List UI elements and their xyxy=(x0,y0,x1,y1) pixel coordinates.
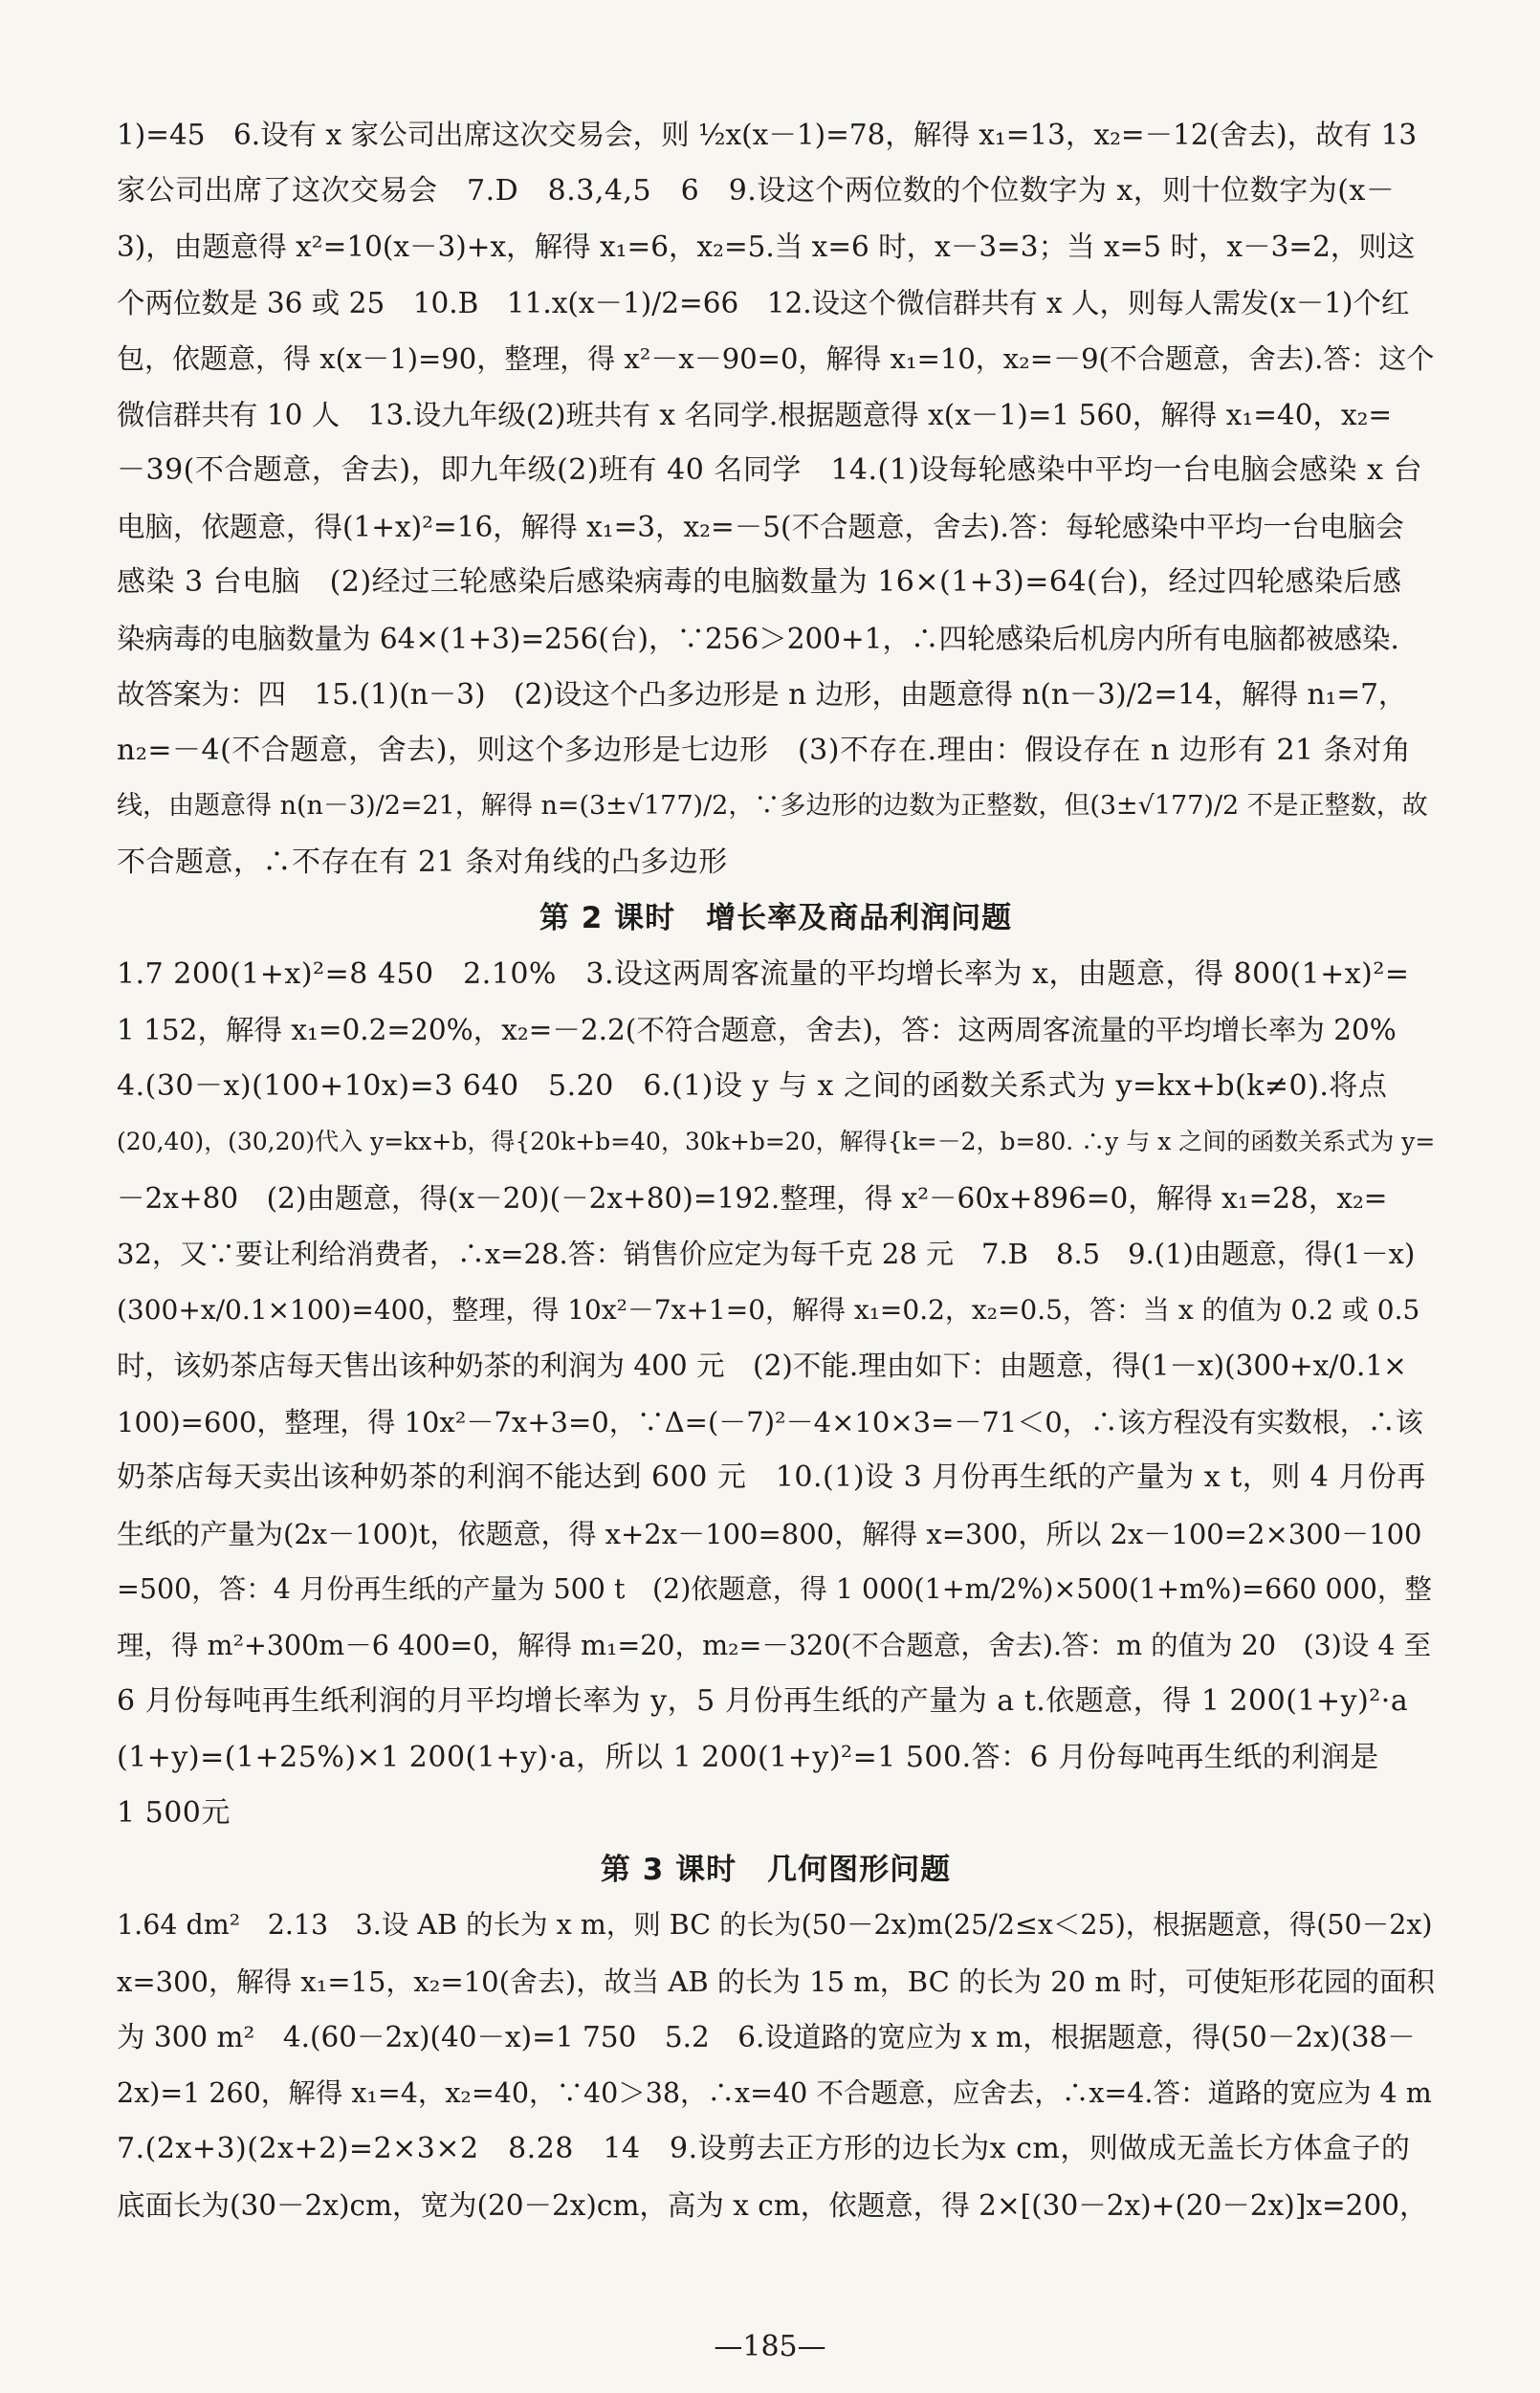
answer-block-3 xyxy=(117,1898,1435,2233)
text-line: n₂=－4(不合题意，舍去)，则这个多边形是七边形 (3)不存在.理由：假设存在 n 边形有 21 条对角 xyxy=(117,733,1412,767)
text-line: 不合题意，∴不存在有 21 条对角线的凸多边形 xyxy=(117,845,728,879)
text-line: 1 152，解得 x₁=0.2=20%，x₂=－2.2(不符合题意，舍去)，答：这两周客流量的平均增长率为 20% xyxy=(117,1014,1397,1046)
text-line: 家公司出席了这次交易会 7.D 8.3,4,5 6 9.设这个两位数的个位数字为 x，则十位数字为(x－ xyxy=(117,173,1396,208)
text-line: 包，依题意，得 x(x－1)=90，整理，得 x²－x－90=0，解得 x₁=10，x₂=－9(不合题意，舍去).答：这个 xyxy=(117,342,1435,375)
text-line: 故答案为：四 15.(1)(n－3) (2)设这个凸多边形是 n 边形，由题意得 n(n－3)/2=14，解得 n₁=7， xyxy=(117,678,1407,711)
text-line: －39(不合题意，舍去)，即九年级(2)班有 40 名同学 14.(1)设每轮感染中平均一台电脑会感染 x 台 xyxy=(117,453,1423,487)
text-line: 微信群共有 10 人 13.设九年级(2)班共有 x 名同学.根据题意得 x(x－1)=1 560，解得 x₁=40，x₂= xyxy=(117,398,1393,431)
text-line: 时，该奶茶店每天售出该种奶茶的利润为 400 元 (2)不能.理由如下：由题意，得(1－x)(300+x/0.1× xyxy=(117,1350,1407,1382)
text-line: 线，由题意得 n(n－3)/2=21，解得 n=(3±√177)/2，∵多边形的边数为正整数，但(3±√177)/2 不是正整数，故 xyxy=(117,791,1428,821)
text-line: 100)=600，整理，得 10x²－7x+3=0，∵Δ=(－7)²－4×10×3=－71＜0，∴该方程没有实数根，∴该 xyxy=(117,1405,1423,1438)
text-line: 1.64 dm² 2.13 3.设 AB 的长为 x m，则 BC 的长为(50－2x)m(25/2≤x＜25)，根据题意，得(50－2x) xyxy=(117,1909,1433,1941)
section-heading-lesson-3: 第 3 课时 几何图形问题 xyxy=(600,1852,952,1887)
text-line: 感染 3 台电脑 (2)经过三轮感染后感染病毒的电脑数量为 16×(1+3)=64(台)，经过四轮感染后感 xyxy=(117,565,1402,599)
answer-block-2 xyxy=(117,947,1435,1842)
text-line: 32，又∵要让利给消费者，∴x=28.答：销售价应定为每千克 28 元 7.B 8.5 9.(1)由题意，得(1－x) xyxy=(117,1238,1416,1270)
section-heading-lesson-2: 第 2 课时 增长率及商品利润问题 xyxy=(539,901,1013,935)
text-line: x=300，解得 x₁=15，x₂=10(舍去)，故当 AB 的长为 15 m，BC 的长为 20 m 时，可使矩形花园的面积 xyxy=(117,1965,1435,1998)
text-line: 3)，由题意得 x²=10(x－3)+x，解得 x₁=6，x₂=5.当 x=6 时，x－3=3；当 x=5 时，x－3=2，则这 xyxy=(117,231,1416,263)
text-line: (20,40)，(30,20)代入 y=kx+b，得{20k+b=40，30k+b=20，解得{k=－2，b=80. ∴y 与 x 之间的函数关系式为 y= xyxy=(117,1128,1435,1155)
page-number: —185— xyxy=(714,2330,826,2363)
text-line: (1+y)=(1+25%)×1 200(1+y)·a，所以 1 200(1+y)²=1 500.答：6 月份每吨再生纸的利润是 xyxy=(117,1740,1379,1774)
text-line: 2x)=1 260，解得 x₁=4，x₂=40，∵40＞38，∴x=40 不合题意，应舍去，∴x=4.答：道路的宽应为 4 m xyxy=(117,2076,1432,2109)
text-line: =500，答：4 月份再生纸的产量为 500 t (2)依题意，得 1 000(1+m/2%)×500(1+m%)=660 000，整 xyxy=(117,1573,1432,1605)
text-line: 1 500元 xyxy=(117,1796,231,1830)
text-line: 奶茶店每天卖出该种奶茶的利润不能达到 600 元 10.(1)设 3 月份再生纸的产量为 x t，则 4 月份再 xyxy=(117,1460,1426,1494)
text-line: 生纸的产量为(2x－100)t，依题意，得 x+2x－100=800，解得 x=300，所以 2x－100=2×300－100 xyxy=(117,1517,1422,1550)
text-line: －2x+80 (2)由题意，得(x－20)(－2x+80)=192.整理，得 x²－60x+896=0，解得 x₁=28，x₂= xyxy=(117,1181,1388,1215)
text-line: 底面长为(30－2x)cm，宽为(20－2x)cm，高为 x cm，依题意，得 2×[(30－2x)+(20－2x)]x=200， xyxy=(117,2188,1428,2222)
text-line: 1.7 200(1+x)²=8 450 2.10% 3.设这两周客流量的平均增长率为 x，由题意，得 800(1+x)²= xyxy=(117,956,1410,991)
text-line: 电脑，依题意，得(1+x)²=16，解得 x₁=3，x₂=－5(不合题意，舍去).答：每轮感染中平均一台电脑会 xyxy=(117,510,1404,543)
answer-block-1 xyxy=(117,107,1435,890)
text-line: 为 300 m² 4.(60－2x)(40－x)=1 750 5.2 6.设道路的宽应为 x m，根据题意，得(50－2x)(38－ xyxy=(117,2021,1416,2053)
text-line: 7.(2x+3)(2x+2)=2×3×2 8.28 14 9.设剪去正方形的边长为x cm，则做成无盖长方体盒子的 xyxy=(117,2132,1411,2165)
text-line: 个两位数是 36 或 25 10.B 11.x(x－1)/2=66 12.设这个微信群共有 x 人，则每人需发(x－1)个红 xyxy=(117,286,1410,319)
text-line: 6 月份每吨再生纸利润的月平均增长率为 y，5 月份再生纸的产量为 a t.依题意，得 1 200(1+y)²·a xyxy=(117,1684,1409,1718)
text-line: (300+x/0.1×100)=400，整理，得 10x²－7x+1=0，解得 x₁=0.2，x₂=0.5，答：当 x 的值为 0.2 或 0.5 xyxy=(117,1293,1420,1326)
text-line: 理，得 m²+300m－6 400=0，解得 m₁=20，m₂=－320(不合题意，舍去).答：m 的值为 20 (3)设 4 至 xyxy=(117,1629,1432,1661)
text-line: 4.(30－x)(100+10x)=3 640 5.20 6.(1)设 y 与 x 之间的函数关系式为 y=kx+b(k≠0).将点 xyxy=(117,1068,1388,1103)
text-line: 1)=45 6.设有 x 家公司出席这次交易会，则 ½x(x－1)=78，解得 x₁=13，x₂=－12(舍去)，故有 13 xyxy=(117,119,1418,151)
text-line: 染病毒的电脑数量为 64×(1+3)=256(台)，∵256＞200+1，∴四轮感染后机房内所有电脑都被感染. xyxy=(117,622,1399,655)
